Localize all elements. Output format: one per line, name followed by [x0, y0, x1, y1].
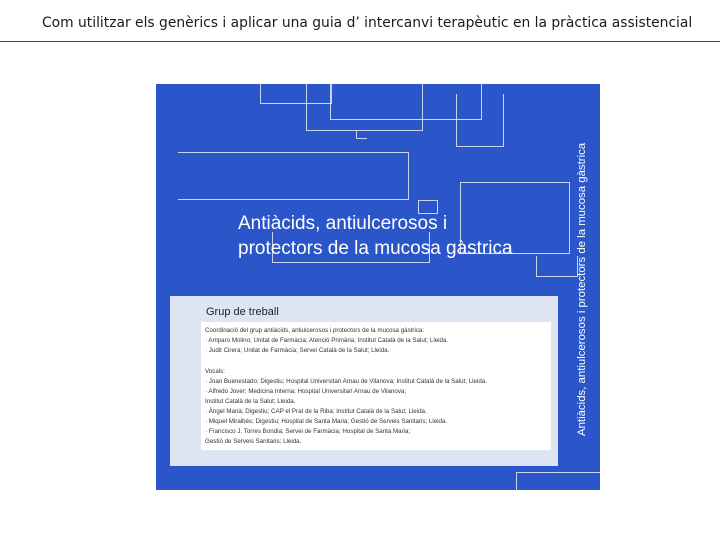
- vocal-member: · Joan Buenestado; Digestiu; Hospital Universitari Arnau de Vilanova; Institut Català de la Salut; Lleida.: [205, 378, 487, 385]
- decorative-frame: [306, 84, 423, 131]
- header-divider: [0, 41, 720, 42]
- decorative-frame: [178, 152, 409, 200]
- decorative-frame: [356, 131, 367, 139]
- cover-title-line: Antiàcids, antiulcerosos i: [238, 213, 448, 234]
- decorative-frame: [456, 94, 504, 147]
- vocals-title: Vocals:: [205, 368, 225, 375]
- cover-title-line: protectors de la mucosa gàstrica: [238, 238, 513, 259]
- vocal-member: · Miquel Miralbés; Digestiu; Hospital de Santa Maria; Gestió de Serveis Sanitaris; Lleida.: [205, 418, 448, 425]
- vocal-member: · Alfredo Jover; Medicina Interna; Hospital Universitari Arnau de Vilanova;: [205, 388, 407, 395]
- coordination-title: Coordinació del grup antiàcids, antiulcerosos i protectors de la mucosa gàstrica:: [205, 327, 425, 334]
- coordination-member: · Judit Cirera; Unitat de Farmàcia; Servei Català de la Salut; Lleida.: [205, 347, 390, 354]
- coordination-member: · Amparo Molino; Unitat de Farmàcia; Atenció Primària; Institut Català de la Salut; Lleida.: [205, 337, 449, 344]
- vocal-member: · Francisco J. Torres Bondia; Servei de Farmàcia; Hospital de Santa Maria;: [205, 428, 411, 435]
- vocal-member: Institut Català de la Salut; Lleida.: [205, 398, 296, 405]
- slide-header: [0, 0, 720, 42]
- vocal-member: Gestió de Serveis Sanitaris; Lleida.: [205, 438, 302, 445]
- decorative-frame: [516, 472, 600, 490]
- workgroup-heading: Grup de treball: [206, 306, 279, 318]
- vocal-member: · Àngel Marià; Digestiu; CAP el Prat de la Riba; Institut Català de la Salut; Lleida.: [205, 408, 427, 415]
- cover-side-title: Antiàcids, antiulcerosos i protectors de la mucosa gàstrica: [576, 142, 588, 436]
- cover-title: [238, 211, 568, 261]
- slide-title: Com utilitzar els genèrics i aplicar una guia d’ intercanvi terapèutic en la pràctica assistencial: [42, 15, 693, 31]
- guide-cover-image: [156, 84, 600, 490]
